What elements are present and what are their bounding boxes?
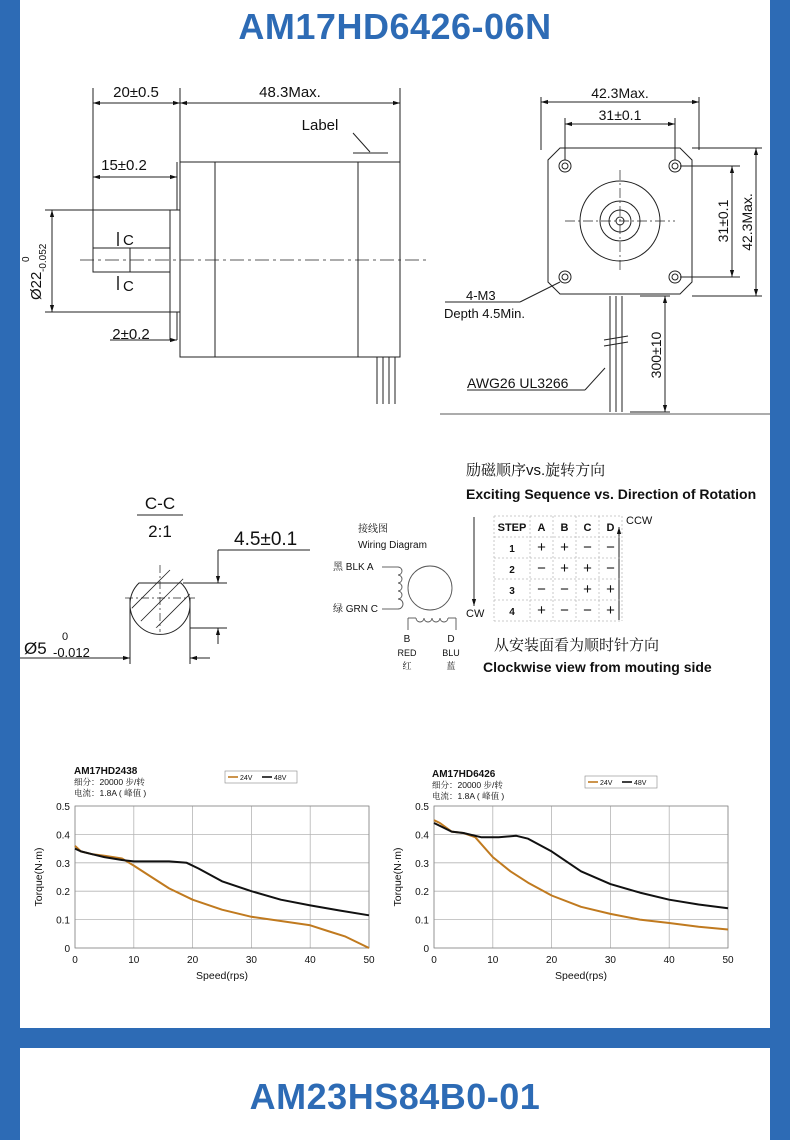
sequence-title-en: Exciting Sequence vs. Direction of Rotation [466,486,757,502]
wiring-d-color-cn: 蓝 [446,661,456,671]
chart-ytick-label: 0.4 [415,830,429,842]
sequence-header-2: B [560,522,569,534]
top-panel [20,0,770,1028]
dim-width-max: 42.3Max. [591,85,649,101]
chart-plot-frame [75,806,369,948]
wiring-b-color-en: RED [397,648,417,658]
sequence-table [494,516,622,621]
section-tol-top: 0 [62,631,69,643]
chart-ytick-label: 0.1 [56,915,70,927]
chart-series-line-24V [75,846,369,948]
sequence-cell: + [606,602,615,619]
chart-ytick-label: 0.2 [415,887,429,899]
wiring-d-letter: D [447,634,455,645]
sequence-cell: − [537,560,546,577]
chart-ytick-label: 0 [64,944,70,955]
chart-subtitle-2: 电流：1.8A ( 峰值 ) [74,788,147,798]
sequence-cell: − [560,602,569,619]
c-mark-top: C [123,232,134,249]
sequence-title-cn: 励磁顺序vs.旋转方向 [466,462,606,479]
sequence-cell: + [537,602,546,619]
chart-subtitle-1: 细分：20000 步/转 [432,780,503,790]
diameter-main: Ø22 [28,271,45,300]
cw-label: CW [466,608,485,620]
chart-xtick-label: 10 [128,955,140,966]
sequence-cell: − [606,560,615,577]
sequence-cell: + [583,560,592,577]
chart-ytick-label: 0 [423,944,429,955]
diameter-tol-top: 0 [21,256,32,262]
chart-xtick-label: 30 [245,955,257,966]
chart-xtick-label: 40 [304,955,316,966]
sequence-cell: − [583,602,592,619]
chart-xlabel: Speed(rps) [555,970,607,982]
chart-ytick-label: 0.1 [415,915,429,927]
front-view [440,97,770,414]
chart-plot-frame [434,806,728,948]
wiring-title-en: Wiring Diagram [358,540,427,551]
bottom-panel [20,1048,770,1140]
chart-ytick-label: 0.5 [56,802,70,813]
section-tol-bottom: -0.012 [53,645,90,660]
chart-xtick-label: 20 [546,955,558,966]
chart-ytick-label: 0.3 [415,858,429,870]
depth-label: Depth 4.5Min. [444,306,525,321]
wiring-b-color-cn: 红 [402,661,412,671]
sequence-cell: − [560,581,569,598]
drawing-canvas [20,0,770,1028]
section-flat-dim: 4.5±0.1 [234,529,298,550]
chart-xtick-label: 40 [663,955,675,966]
page-title: AM17HD6426-06N [238,6,552,47]
wiring-title-cn: 接线图 [358,524,388,535]
chart-series-line-48V [434,823,728,908]
sequence-cell: − [537,581,546,598]
chart-xlabel: Speed(rps) [196,970,248,982]
sequence-cell: + [560,560,569,577]
front-view-labels [444,85,755,391]
chart-xtick-label: 0 [431,955,437,966]
chart-subtitle-2: 电流：1.8A ( 峰值 ) [432,791,505,801]
sequence-cell: 4 [509,607,515,618]
sequence-cell: − [606,539,615,556]
holes-label: 4-M3 [466,288,496,303]
chart-title: AM17HD6426 [432,769,496,780]
chart-legend-label: 24V [240,775,253,782]
section-labels [24,494,297,660]
chart-legend-label: 48V [634,780,647,787]
sequence-cell: − [583,539,592,556]
chart-ytick-label: 0.4 [56,830,70,842]
wiring-c-label: 绿 GRN C [333,604,378,615]
sequence-header-1: A [537,522,546,534]
wiring-diagram [333,522,460,671]
cable-label: AWG26 UL3266 [467,375,569,391]
torque-chart-am17hd2438 [33,766,375,982]
next-model-title: AM23HS84B0-01 [249,1076,541,1117]
sequence-header-0: STEP [497,522,527,534]
sequence-cell: + [606,581,615,598]
sequence-note-cn: 从安装面看为顺时针方向 [494,637,660,654]
chart-ytick-label: 0.3 [56,858,70,870]
sequence-cell: 3 [509,586,515,597]
dim-shaft-length: 20±0.5 [113,84,159,101]
chart-xtick-label: 50 [363,955,375,966]
torque-chart-am17hd6426 [392,769,734,982]
dim-body-length: 48.3Max. [259,84,321,101]
chart-subtitle-1: 细分：20000 步/转 [74,777,145,787]
chart-ytick-label: 0.2 [56,887,70,899]
sequence-section [466,462,756,675]
sequence-cell: + [583,581,592,598]
wiring-d-color-en: BLU [442,648,460,658]
chart-title: AM17HD2438 [74,766,138,777]
sequence-cell: 2 [509,565,515,576]
section-name: C-C [144,494,176,513]
chart-xtick-label: 50 [722,955,734,966]
sequence-note-en: Clockwise view from mouting side [483,659,712,675]
sequence-cell: 1 [509,544,515,555]
sequence-header-3: C [583,522,592,534]
wiring-b-letter: B [403,634,411,645]
dim-boss: 2±0.2 [112,326,150,343]
dim-flat-length: 15±0.2 [101,157,147,174]
lead-length: 300±10 [648,331,664,379]
dim-height-max: 42.3Max. [739,193,755,251]
chart-legend-label: 48V [274,775,287,782]
wiring-a-label: 黑 BLK A [333,562,374,573]
ccw-label: CCW [626,515,653,527]
sequence-cell: + [560,539,569,556]
section-scale: 2:1 [148,522,172,541]
chart-xtick-label: 20 [187,955,199,966]
section-diameter: Ø5 [24,639,47,658]
side-view [45,88,430,404]
chart-ytick-label: 0.5 [415,802,429,813]
chart-xtick-label: 0 [72,955,78,966]
chart-xtick-label: 30 [604,955,616,966]
sequence-cell: + [537,539,546,556]
chart-series-line-48V [75,849,369,916]
dim-hole-spacing: 31±0.1 [598,107,642,123]
dim-hole-spacing-v: 31±0.1 [715,199,731,243]
label-text: Label [301,117,339,134]
c-mark-bottom: C [123,278,134,295]
diameter-tol-bottom: -0.052 [38,243,49,272]
chart-ylabel: Torque(N·m) [33,847,45,907]
chart-xtick-label: 10 [487,955,499,966]
sequence-header-4: D [606,522,615,534]
chart-legend-label: 24V [600,780,613,787]
chart-ylabel: Torque(N·m) [392,847,404,907]
